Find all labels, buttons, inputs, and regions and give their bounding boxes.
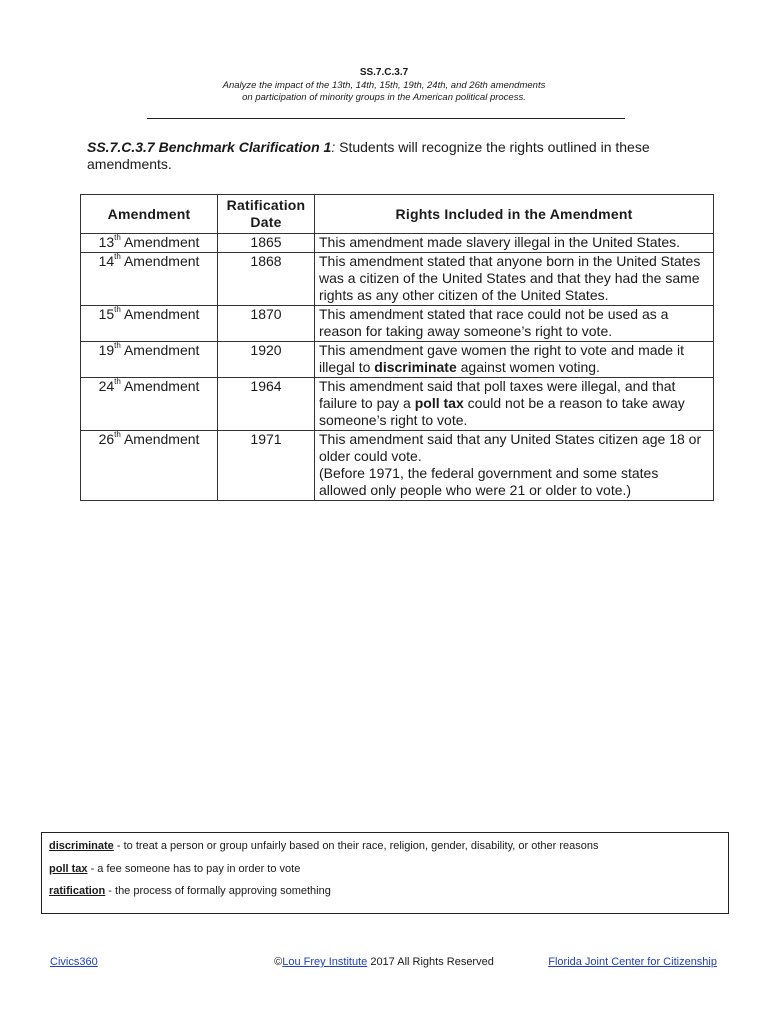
- rights-text: This amendment stated that race could not be used as a reason for taking away someone’s right to vote.: [319, 306, 669, 339]
- amendment-cell: [81, 306, 218, 342]
- ordinal-suffix: th: [114, 377, 121, 387]
- glossary-definition: - the process of formally approving something: [105, 885, 331, 897]
- amendment-label: Amendment: [123, 342, 200, 358]
- amendment-cell: [81, 253, 218, 306]
- rights-keyword: poll tax: [414, 395, 464, 411]
- ratification-date-cell: 1870: [218, 306, 315, 342]
- glossary-term: ratification: [49, 885, 106, 897]
- amendment-number: 14: [98, 253, 115, 269]
- amendment-cell: [81, 431, 218, 501]
- florida-joint-center-link[interactable]: Florida Joint Center for Citizenship: [548, 956, 717, 968]
- amendment-label: Amendment: [123, 234, 200, 250]
- rights-text: This amendment gave women the right to vote and made it illegal to: [319, 342, 684, 375]
- amendment-number: 24: [98, 378, 115, 394]
- amendment-number: 19: [98, 342, 115, 358]
- amendment-label: Amendment: [123, 306, 200, 322]
- clarification-lead: SS.7.C.3.7 Benchmark Clarification 1: [87, 139, 332, 155]
- rights-text-cont: against women voting.: [456, 359, 600, 375]
- amendments-table: [80, 194, 714, 501]
- standard-description-line1: Analyze the impact of the 13th, 14th, 15th, 19th, 24th, and 26th amendments: [222, 80, 546, 91]
- copyright-text: 2017 All Rights Reserved: [367, 956, 494, 968]
- copyright-symbol: ©: [274, 956, 283, 968]
- amendment-label: Amendment: [123, 431, 200, 447]
- glossary-term: discriminate: [49, 840, 114, 852]
- clarification-colon: :: [331, 139, 336, 155]
- footer-right: [548, 956, 717, 968]
- glossary-entry: [49, 863, 300, 875]
- benchmark-clarification: [87, 139, 707, 173]
- column-header-ratification-date: Ratification Date: [218, 195, 315, 234]
- standard-code: SS.7.C.3.7: [359, 67, 409, 78]
- table-row: [81, 378, 714, 431]
- ratification-date-cell: 1971: [218, 431, 315, 501]
- table-row: [81, 234, 714, 253]
- rights-keyword: discriminate: [374, 359, 457, 375]
- rights-text: This amendment said that poll taxes were illegal, and that failure to pay a: [319, 378, 676, 411]
- amendment-number: 15: [98, 306, 115, 322]
- table-row: [81, 431, 714, 501]
- amendment-cell: [81, 378, 218, 431]
- rights-text: This amendment made slavery illegal in the United States.: [319, 234, 681, 250]
- ratification-date-cell: 1865: [218, 234, 315, 253]
- amendment-label: Amendment: [123, 378, 200, 394]
- civics360-link[interactable]: Civics360: [50, 956, 98, 968]
- ordinal-suffix: th: [114, 252, 121, 262]
- rights-text: This amendment said that any United States citizen age 18 or older could vote.: [319, 431, 702, 464]
- rights-cell: [315, 306, 714, 342]
- table-row: [81, 253, 714, 306]
- rights-cell: [315, 234, 714, 253]
- clarification-text: Students will recognize the rights outlined in these amendments.: [87, 139, 650, 172]
- header-divider: [147, 118, 625, 119]
- glossary-box: [41, 832, 729, 914]
- glossary-definition: - a fee someone has to pay in order to vote: [87, 863, 301, 875]
- glossary-definition: - to treat a person or group unfairly based on their race, religion, gender, disability, or other reasons: [113, 840, 599, 852]
- ordinal-suffix: th: [114, 305, 121, 315]
- amendment-cell: [81, 234, 218, 253]
- table-row: [81, 342, 714, 378]
- rights-cell: [315, 431, 714, 501]
- ordinal-suffix: th: [114, 233, 121, 243]
- ratification-date-cell: 1868: [218, 253, 315, 306]
- glossary-entry: [49, 885, 331, 897]
- glossary-entry: [49, 840, 599, 852]
- rights-cell: [315, 253, 714, 306]
- table-header-row: [81, 195, 714, 234]
- table-row: [81, 306, 714, 342]
- glossary-term: poll tax: [49, 863, 88, 875]
- rights-text-cont: could not be a reason to take away someone’s right to vote.: [319, 395, 685, 428]
- rights-text: This amendment stated that anyone born in the United States was a citizen of the United States and that they had the same rights as any other citizen of the United States.: [319, 253, 701, 303]
- column-header-rights: Rights Included in the Amendment: [315, 195, 714, 234]
- amendment-number: 13: [98, 234, 115, 250]
- ratification-date-cell: 1964: [218, 378, 315, 431]
- rights-note: (Before 1971, the federal government and some states allowed only people who were 21 or older to vote.): [319, 465, 659, 498]
- rights-cell: [315, 342, 714, 378]
- amendment-cell: [81, 342, 218, 378]
- ordinal-suffix: th: [114, 430, 121, 440]
- column-header-amendment: Amendment: [81, 195, 218, 234]
- rights-cell: [315, 378, 714, 431]
- amendment-number: 26: [98, 431, 115, 447]
- ordinal-suffix: th: [114, 341, 121, 351]
- ratification-date-cell: 1920: [218, 342, 315, 378]
- standard-description-line2: on participation of minority groups in the American political process.: [242, 92, 526, 103]
- amendment-label: Amendment: [123, 253, 200, 269]
- lou-frey-institute-link[interactable]: Lou Frey Institute: [282, 956, 368, 968]
